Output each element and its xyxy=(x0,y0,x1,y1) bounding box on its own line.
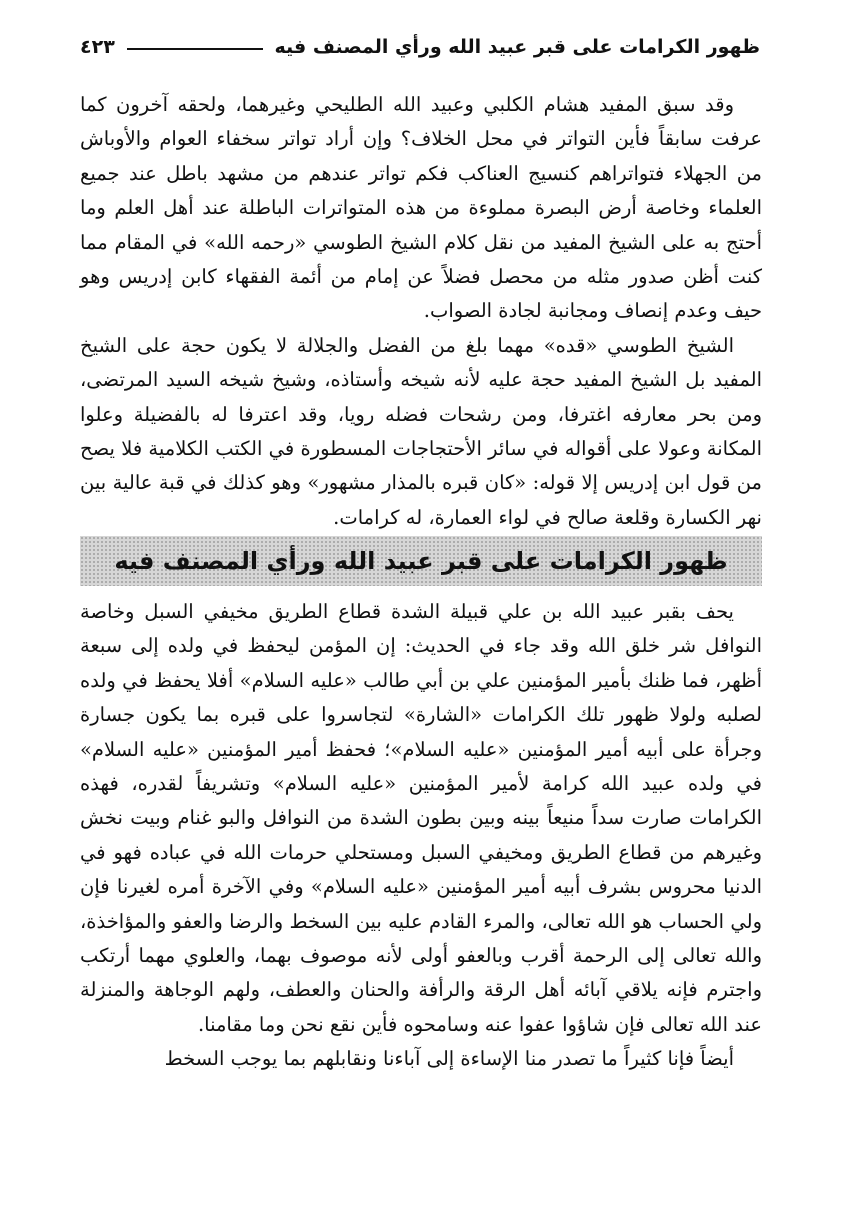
paragraph: وقد سبق المفيد هشام الكلبي وعبيد الله الطليحي وغيرهما، ولحقه آخرون كما عرفت سابقاً فأين التواتر في محل الخلاف؟ وإن أراد تواتر سخفاء العوام والأوباش من الجهلاء فتواتراهم كنسيج العناكب فكم تواتر عندهم من مشهد باطل عند جميع العلماء وخاصة أرض البصرة مملوءة من هذه المتواترات الباطلة عند أهل العلم وما أحتج به على الشيخ المفيد من نقل كلام الشيخ الطوسي «رحمه الله» في المقام مما كنت أظن صدور مثله من محصل فضلاً عن إمام من أئمة الفقهاء كابن إدريس وهو حيف وعدم إنصاف ومجانبة لجادة الصواب. xyxy=(80,93,762,323)
body-block-1 xyxy=(80,88,762,535)
paragraph: أيضاً فإنا كثيراً ما تصدر منا الإساءة إلى آباءنا ونقابلهم بما يوجب السخط xyxy=(164,1047,734,1071)
paragraph: الشيخ الطوسي «قده» مهما بلغ من الفضل والجلالة لا يكون حجة على الشيخ المفيد بل الشيخ المفيد حجة عليه لأنه شيخه وأستاذه، وشيخ شيخه السيد المرتضى، ومن بحر معارفه اغترفا، ومن رشحات فضله رويا، وقد اعترفا له بالفضيلة وعلوا المكانة وعولا على أقواله في سائر الأحتجاجات المسطورة في الكتب الكلامية فلا يصح من قول ابن إدريس إلا قوله: «كان قبره بالمذار مشهور» وهو كذلك في قبة عالية بين نهر الكسارة وقلعة صالح في لواء العمارة، له كرامات. xyxy=(80,333,762,529)
header-title: ظهور الكرامات على قبر عبيد الله ورأي المصنف فيه xyxy=(274,36,760,58)
body-block-2 xyxy=(80,595,762,1077)
section-heading: ظهور الكرامات على قبر عبيد الله ورأي المصنف فيه xyxy=(114,547,728,575)
running-header xyxy=(80,30,760,64)
paragraph: يحف بقبر عبيد الله بن علي قبيلة الشدة قطاع الطريق مخيفي السبل وخاصة النوافل شر خلق الله وقد جاء في الحديث: إن المؤمن ليحفظ في ولده إلى سبعة أظهر، فما ظنك بأمير المؤمنين علي بن أبي طالب «عليه السلام» أفلا يحفظ في ولده لصلبه ولولا ظهور تلك الكرامات «الشارة» لتجاسروا على قبره بما يكون جسارة وجرأة على أبيه أمير المؤمنين «عليه السلام»؛ فحفظ أمير المؤمنين «عليه السلام» في ولده عبيد الله كرامة لأمير المؤمنين «عليه السلام» وتشريفاً لقدره، فهذه الكرامات صارت سداً منيعاً بينه وبين بطون الشدة من النوافل والبو غنام وبيت نخش وغيرهم من قطاع الطريق ومخيفي السبل ومستحلي حرمات الله في عباده فهو في الدنيا محروس بشرف أبيه أمير المؤمنين «عليه السلام» وفي الآخرة أمره لغيرنا فإن ولي الحساب هو الله تعالى، والمرء القادم عليه بين السخط والرضا والعفو والمؤاخذة، والله تعالى إلى الرحمة أقرب وبالعفو أولى لأنه موصوف بهما، والعلوي مهما أرتكب واجترم فإنه يلاقي آبائه أهل الرقة والرأفة والحنان والعطف، ولهم الوجاهة والمنزلة عند الله تعالى فإن شاؤوا عفوا عنه وسامحوه فأين نقع نحن وما مقامنا. xyxy=(80,600,762,1036)
section-heading-banner xyxy=(80,536,762,586)
page-number: ٤٢٣ xyxy=(80,36,115,58)
header-rule xyxy=(127,48,263,50)
